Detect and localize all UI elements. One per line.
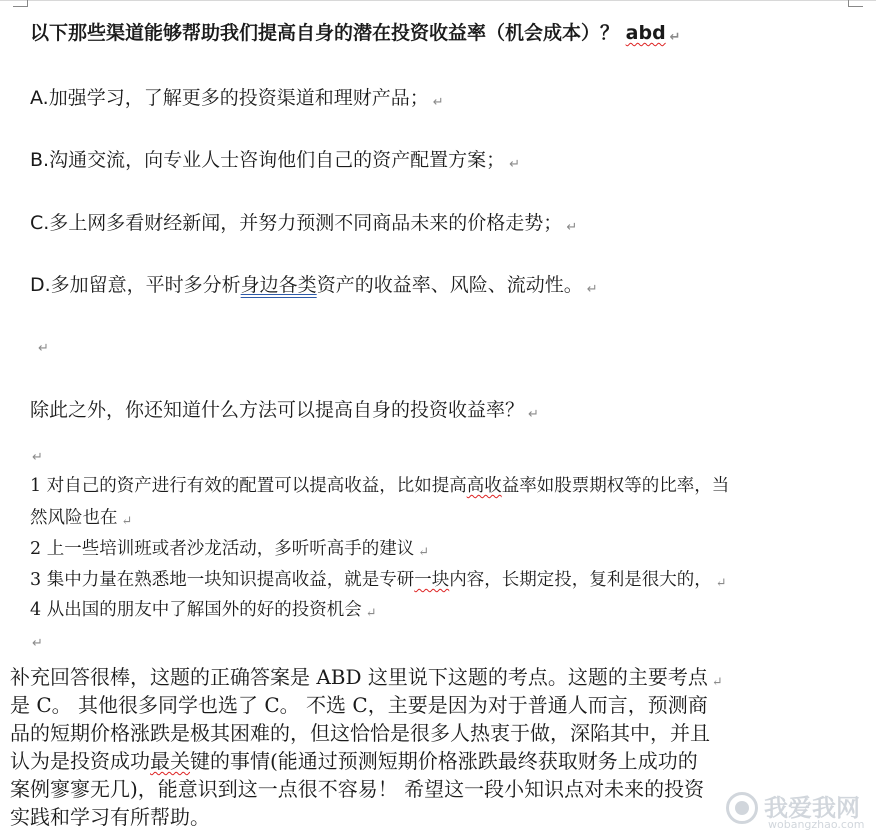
question-line [30, 20, 681, 51]
supplement-spell-mark: 最关 [150, 749, 190, 773]
watermark-logo-icon [726, 792, 758, 824]
option-a [30, 85, 444, 116]
supplement-line-text: 品的短期价格涨跌是极其困难的，但这恰恰是很多人热衷于做，深陷其中，并且 [10, 721, 710, 745]
answer-item-1-line-1 [30, 474, 729, 498]
question-answer: abd [625, 22, 666, 44]
paragraph-mark: ↵ [715, 576, 727, 591]
supplement-line-text-before: 认为是投资成功 [10, 749, 150, 773]
option-d-grammar-mark: 身边各类 [240, 274, 317, 296]
paragraph-mark: ↵ [528, 407, 539, 422]
followup-text: 除此之外，你还知道什么方法可以提高自身的投资收益率？ [30, 399, 525, 421]
option-c [30, 210, 577, 241]
option-c-text: C.多上网多看财经新闻，并努力预测不同商品未来的价格走势； [30, 212, 563, 234]
paragraph-mark: ↵ [121, 514, 133, 529]
supplement-line-text: 实践和学习有所帮助。 [10, 805, 210, 829]
paragraph-mark: ↵ [669, 30, 681, 45]
paragraph-mark: ↵ [711, 675, 723, 690]
option-d-text-before: D.多加留意，平时多分析 [30, 274, 241, 296]
followup-question [30, 397, 539, 428]
paragraph-mark: ↵ [365, 606, 377, 621]
paragraph-mark: ↵ [509, 157, 520, 172]
paragraph-mark-empty: ↵ [38, 341, 49, 356]
answer-item-1-text-after: 益率如股票期权等的比率，当 [501, 476, 730, 496]
supplement-line [10, 719, 850, 747]
supplement-line [10, 663, 850, 691]
question-text: 以下那些渠道能够帮助我们提高自身的潜在投资收益率（机会成本）？ [30, 22, 620, 44]
answer-item-1-text-before: 1 对自己的资产进行有效的配置可以提高收益，比如提高 [30, 476, 467, 496]
paragraph-mark-empty: ↵ [32, 636, 43, 651]
answer-item-1-continuation: 然风险也在 [30, 508, 118, 528]
option-a-text: A.加强学习，了解更多的投资渠道和理财产品； [30, 87, 429, 109]
supplement-line-text: 案例寥寥无几)，能意识到这一点很不容易！ 希望这一段小知识点对未来的投资 [10, 777, 705, 801]
answer-item-3 [30, 568, 727, 596]
supplement-line [10, 691, 850, 719]
paragraph-mark: ↵ [566, 220, 578, 235]
answer-item-2-text: 2 上一些培训班或者沙龙活动，多听听高手的建议 [30, 539, 415, 559]
page-corner-mark-left [13, 0, 28, 7]
answer-item-3-text-after: 内容，长期定投，复利是很大的， [449, 570, 712, 590]
supplement-line [10, 747, 850, 775]
paragraph-mark-empty: ↵ [32, 450, 43, 465]
option-d [30, 272, 598, 303]
watermark-text: 我爱我网 [764, 794, 860, 822]
watermark [720, 786, 870, 834]
supplement-line-text-after: 键的事情(能通过预测短期价格涨跌最终获取财务上成功的 [190, 749, 698, 773]
answer-item-3-text-before: 3 集中力量在熟悉地一块知识提高收益，就是专研 [30, 570, 415, 590]
page-corner-mark-right [848, 0, 863, 7]
answer-item-4-text: 4 从出国的朋友中了解国外的好的投资机会 [30, 600, 362, 620]
answer-item-1-spell-mark: 高收 [466, 476, 502, 496]
paragraph-mark: ↵ [586, 282, 598, 297]
answer-item-4 [30, 598, 377, 626]
answer-item-2 [30, 537, 429, 565]
option-b [30, 147, 520, 178]
paragraph-mark: ↵ [432, 95, 444, 110]
supplement-line-text: 补充回答很棒，这题的正确答案是 ABD 这里说下这题的考点。这题的主要考点 [10, 665, 708, 689]
answer-item-3-spell-mark: 一块 [414, 570, 450, 590]
option-d-text-after: 资产的收益率、风险、流动性。 [316, 274, 583, 296]
answer-item-1-line-2 [30, 506, 132, 534]
watermark-url: wobangzhao.com [768, 818, 865, 831]
page-top-border [0, 0, 876, 1]
supplement-line-text: 是 C。 其他很多同学也选了 C。 不选 C，主要是因为对于普通人而言，预测商 [10, 693, 708, 717]
paragraph-mark: ↵ [418, 545, 430, 560]
option-b-text: B.沟通交流，向专业人士咨询他们自己的资产配置方案； [30, 149, 506, 171]
